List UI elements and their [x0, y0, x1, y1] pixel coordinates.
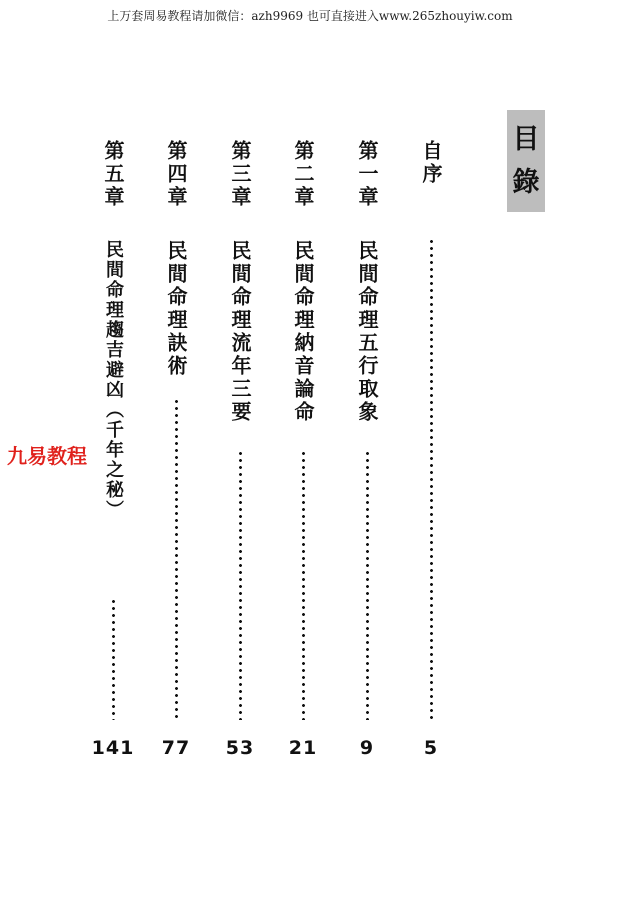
entry-title: 民間命理五行取象 — [355, 240, 379, 424]
chapter-label: 第一章 — [355, 140, 379, 209]
leader-dots — [302, 450, 305, 720]
leader-dots — [239, 450, 242, 720]
page-number: 9 — [359, 737, 375, 759]
entry-title: 民間命理訣術 — [164, 240, 188, 378]
header-banner: 上万套周易教程请加微信：azh9969 也可直接进入www.265zhouyiw.com — [107, 9, 513, 23]
toc-title-char-1: 目 — [512, 124, 540, 155]
chapter-label: 第四章 — [164, 140, 188, 209]
entry-title: 民間命理流年三要 — [228, 240, 252, 424]
leader-dots — [175, 398, 178, 720]
page-number: 53 — [225, 737, 255, 759]
page-number: 77 — [161, 737, 191, 759]
leader-dots — [430, 238, 433, 720]
page-number: 21 — [288, 737, 318, 759]
chapter-label: 第三章 — [228, 140, 252, 209]
entry-title: 民間命理趨吉避凶（千年之秘） — [103, 240, 124, 520]
chapter-label: 第五章 — [101, 140, 125, 209]
chapter-label: 第二章 — [291, 140, 315, 209]
page-number: 5 — [423, 737, 439, 759]
entry-title: 自序 — [419, 140, 443, 186]
toc-title-char-2: 錄 — [512, 167, 540, 198]
watermark: 九易教程 — [7, 444, 87, 468]
leader-dots — [112, 598, 115, 720]
entry-title: 民間命理納音論命 — [291, 240, 315, 424]
leader-dots — [366, 450, 369, 720]
toc-title — [507, 110, 545, 212]
page-number: 141 — [91, 737, 135, 759]
